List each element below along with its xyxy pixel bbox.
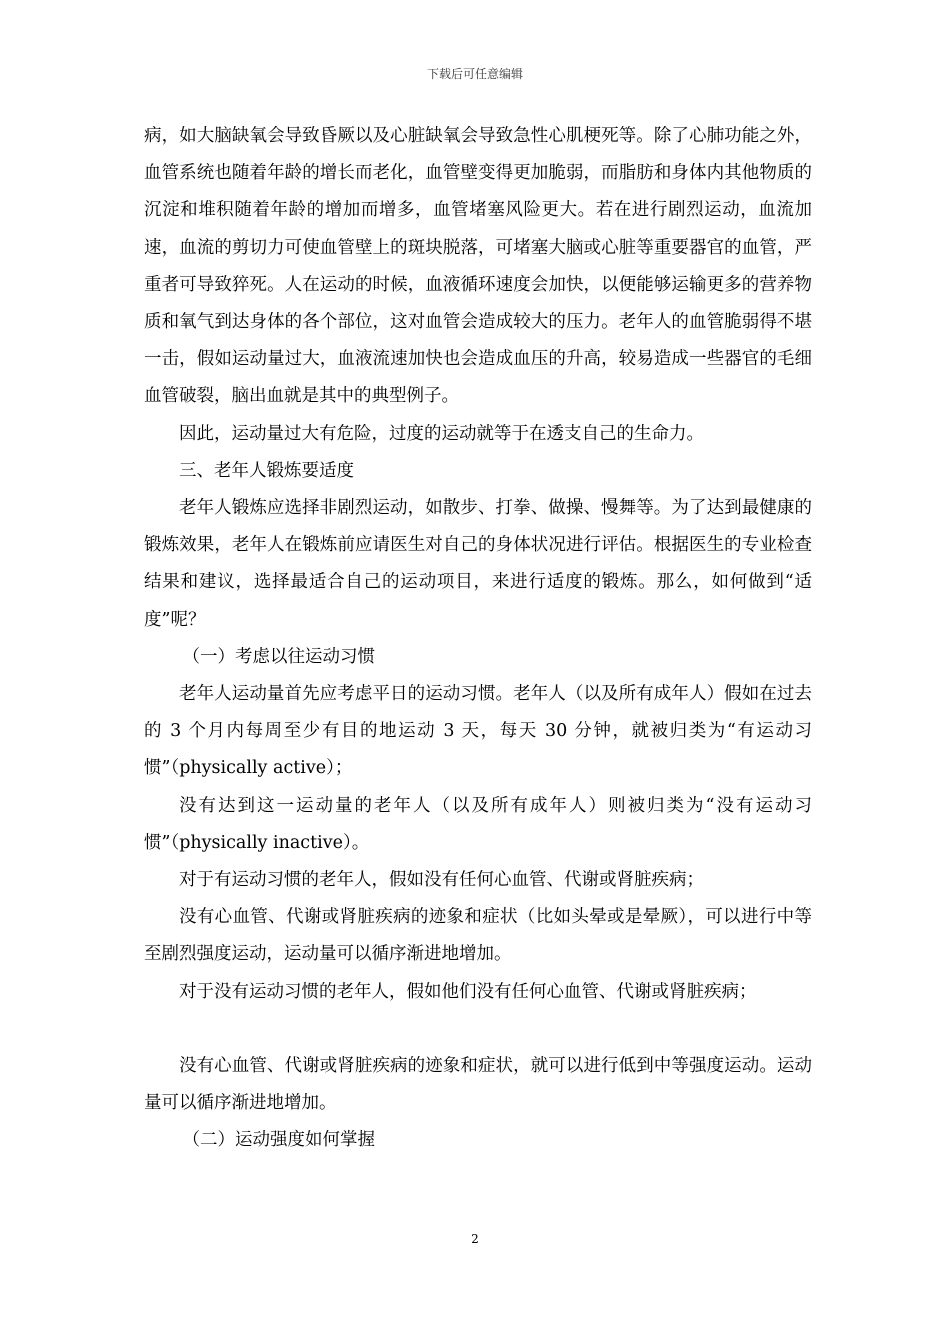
blank-line [144,1011,812,1048]
subsection-heading-two: （二）运动强度如何掌握 [182,1130,375,1151]
document-body [144,118,812,1159]
section-heading-three: 三、老年人锻炼要适度 [179,460,354,481]
page-header: 下载后可任意编辑 [426,67,523,81]
paragraph-active-advice: 没有心血管、代谢或肾脏疾病的迹象和症状（比如头晕或是晕厥），可以进行中等至剧烈强度运动，运动量可以循序渐进地增加。 [144,907,812,965]
paragraph-inactive-advice: 没有心血管、代谢或肾脏疾病的迹象和症状，就可以进行低到中等强度运动。运动量可以循序渐进地增加。 [144,1055,812,1114]
paragraph-habits: 老年人运动量首先应考虑平日的运动习惯。老年人（以及所有成年人）假如在过去的 3 个月内每周至少有目的地运动 3 天，每天 30 分钟，就被归类为“有运动习惯”（physically active）； [144,684,812,779]
subsection-heading-one: （一）考虑以往运动习惯 [182,646,375,667]
paragraph-continuation: 病，如大脑缺氧会导致昏厥以及心脏缺氧会导致急性心肌梗死等。除了心肺功能之外，血管系统也随着年龄的增长而老化，血管壁变得更加脆弱，而脂肪和身体内其他物质的沉淀和堆积随着年龄的增加而增多，血管堵塞风险更大。若在进行剧烈运动，血流加速，血流的剪切力可使血管壁上的斑块脱落，可堵塞大脑或心脏等重要器官的血管，严重者可导致猝死。人在运动的时候，血液循环速度会加快，以便能够运输更多的营养物质和氧气到达身体的各个部位，这对血管会造成较大的压力。老年人的血管脆弱得不堪一击，假如运动量过大，血液流速加快也会造成血压的升高，较易造成一些器官的毛细血管破裂，脑出血就是其中的典型例子。 [144,126,812,407]
page-number: 2 [471,1232,479,1246]
paragraph-inactive-condition: 对于没有运动习惯的老年人，假如他们没有任何心血管、代谢或肾脏疾病； [179,981,757,1002]
paragraph-exercise-choice: 老年人锻炼应选择非剧烈运动，如散步、打拳、做操、慢舞等。为了达到最健康的锻炼效果，老年人在锻炼前应请医生对自己的身体状况进行评估。根据医生的专业检查结果和建议，选择最适合自己的运动项目，来进行适度的锻炼。那么，如何做到“适度”呢？ [144,498,812,630]
paragraph-inactive: 没有达到这一运动量的老年人（以及所有成年人）则被归类为“没有运动习惯”（physically inactive）。 [144,795,812,853]
paragraph-active-condition: 对于有运动习惯的老年人，假如没有任何心血管、代谢或肾脏疾病； [179,870,704,891]
paragraph-conclusion: 因此，运动量过大有危险，过度的运动就等于在透支自己的生命力。 [179,423,704,444]
